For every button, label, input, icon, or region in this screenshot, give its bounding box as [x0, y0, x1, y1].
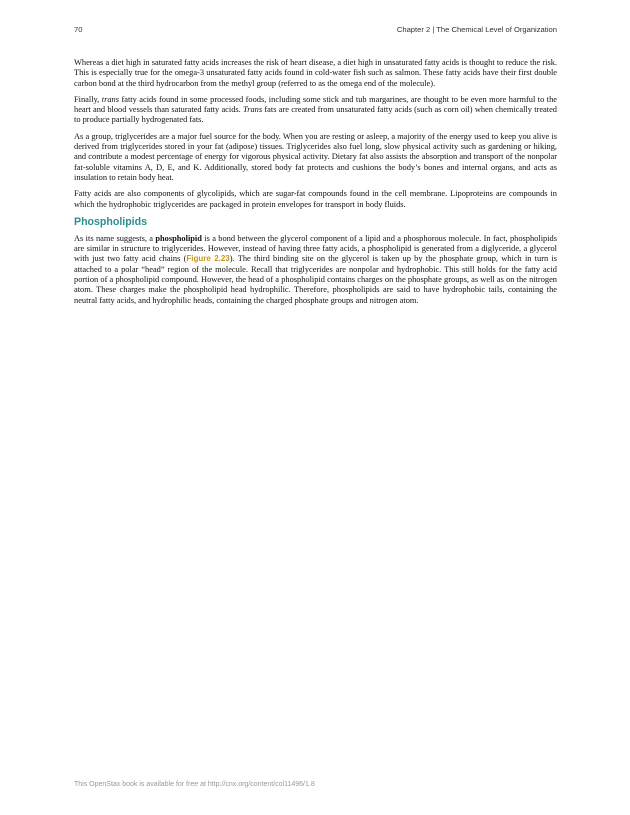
- paragraph-phospholipid: [74, 234, 557, 306]
- text-run: is a bond between the glycerol component of a lipid and a phosphorous molecule. In fact, phospholipids are similar in structure to triglycerides. However, instead of having three fatty acids, a phospholipid is generated from a diglyceride, a glycerol with just two fatty acid chains (: [74, 233, 557, 264]
- section-heading-phospholipids: Phospholipids: [74, 215, 147, 228]
- italic-term-trans: trans: [101, 94, 119, 104]
- text-run: fats are created from unsaturated fatty acids (such as corn oil) when chemically treated to produce partially hydrogenated fats.: [74, 105, 557, 125]
- text-run: fatty acids found in some processed foods, including some stick and tub margarines, are thought to be even more harmful to the heart and blood vessels than saturated fatty acids.: [74, 94, 558, 115]
- page-number: 70: [74, 25, 83, 34]
- chapter-title: Chapter 2 | The Chemical Level of Organization: [396, 25, 557, 34]
- text-run: As its name suggests, a: [74, 233, 156, 243]
- body-content: [74, 58, 557, 312]
- italic-term-trans: Trans: [243, 105, 263, 115]
- page-header: [74, 25, 557, 37]
- bold-term-phospholipid: phospholipid: [155, 233, 202, 243]
- text-run: ). The third binding site on the glycerol is taken up by the phosphate group, which in turn is attached to a polar “head” region of the molecule. Recall that triglycerides are nonpolar and hydrophobic. This still holds for the fatty acid portion of a phospholipid compound. However, the head of a phospholipid contains charges on the phosphate groups, as well as on the nitrogen atom. These charges make the phospholipid head hydrophilic. Therefore, phospholipids are said to have hydrophobic tails, containing the neutral fatty acids, and hydrophilic heads, containing the charged phosphate groups and nitrogen atom.: [74, 254, 557, 305]
- page-footer: This OpenStax book is available for free at http://cnx.org/content/col11496/1.8: [74, 781, 315, 788]
- paragraph-trans-fats: [74, 95, 557, 126]
- paragraph-glycolipids: Fatty acids are also components of glycolipids, which are sugar-fat compounds found in the cell membrane. Lipoproteins are compounds in which the hydrophobic triglycerides are packaged in protein envelopes for transport in body fluids.: [74, 189, 557, 209]
- figure-link[interactable]: Figure 2.23: [186, 254, 230, 264]
- paragraph-triglycerides-fuel: As a group, triglycerides are a major fuel source for the body. When you are resting or asleep, a majority of the energy used to keep you alive is derived from triglycerides stored in your fat (adipose) tissues. Triglycerides also fuel long, slow physical activity such as gardening or hiking, and contribute a modest percentage of energy for vigorous physical activity. Dietary fat also assists the absorption and transport of the nonpolar fat-soluble vitamins A, D, E, and K. Additionally, stored body fat protects and cushions the body’s bones and internal organs, and acts as insulation to retain body heat.: [74, 131, 557, 182]
- paragraph-omega-3: Whereas a diet high in saturated fatty acids increases the risk of heart disease, a diet high in unsaturated fatty acids is thought to reduce the risk. This is especially true for the omega-3 unsaturated fatty acids found in cold-water fish such as salmon. These fatty acids have their first double carbon bond at the third hydrocarbon from the methyl group (referred to as the omega end of the molecule).: [74, 58, 557, 88]
- text-run: Finally,: [74, 94, 102, 104]
